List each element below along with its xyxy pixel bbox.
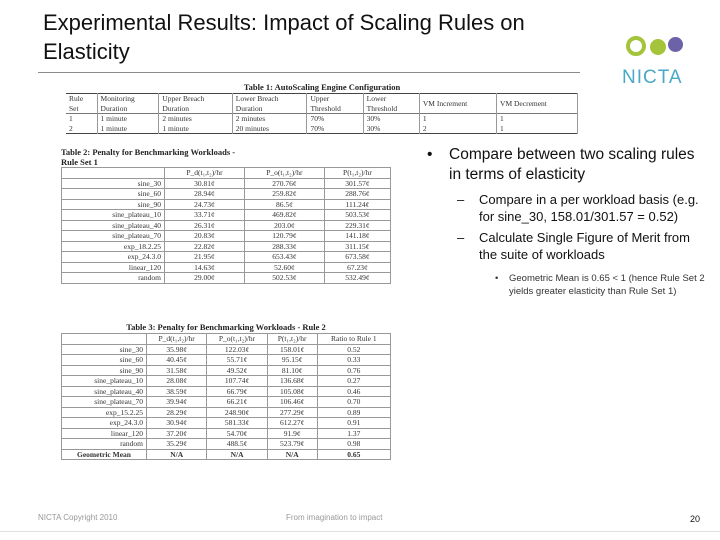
table3-cell: 0.91: [317, 418, 390, 429]
table2-cell: 311.15¢: [324, 241, 390, 252]
table1-header-cell: [97, 94, 159, 114]
table2-cell: 26.31¢: [164, 220, 244, 231]
table-row: [62, 241, 391, 252]
nicta-logo: [612, 22, 692, 97]
table2-cell: 33.71¢: [164, 210, 244, 221]
table1-header-row: [66, 94, 578, 114]
table-row: [66, 114, 578, 124]
table3-cell: 0.76: [317, 365, 390, 376]
table-row: [62, 210, 391, 221]
table2-cell: 21.95¢: [164, 252, 244, 263]
table1-cell: 1 minute: [97, 114, 159, 124]
table1-cell: 30%: [363, 114, 419, 124]
table2-block: [61, 147, 391, 284]
table-row: [62, 355, 391, 366]
page-number: 20: [690, 514, 701, 524]
table3-cell: 31.58¢: [146, 365, 206, 376]
table1-header-line: Rule: [69, 94, 84, 103]
bullet-list: [425, 145, 705, 298]
table2-header-cell: P_o(t₁,t₂)/hr: [244, 168, 324, 179]
table2-cell: 653.43¢: [244, 252, 324, 263]
logo-purple-dot-icon: [668, 37, 683, 52]
table1-header-line: Threshold: [366, 103, 398, 113]
table1-header-cell: [66, 94, 97, 114]
table2-cell: 30.81¢: [164, 178, 244, 189]
table3-cell: 277.29¢: [267, 407, 317, 418]
table1-cell: 2 minutes: [232, 114, 307, 124]
bullet-main-text: Compare between two scaling rules in terms of elasticity: [449, 146, 695, 183]
table3-cell: 488.5¢: [207, 439, 267, 450]
table3-cell: 39.94¢: [146, 397, 206, 408]
workload-name: sine_plateau_40: [62, 220, 165, 231]
table3-cell: 35.98¢: [146, 344, 206, 355]
bullet-sub-3-text: Geometric Mean is 0.65 < 1 (hence Rule Set 2 yields greater elasticity than Rule Set 1): [509, 273, 705, 297]
table1-header-cell: [363, 94, 419, 114]
table1-header-line: VM Decrement: [500, 98, 547, 108]
table3-cell: 0.33: [317, 355, 390, 366]
table-row: [62, 376, 391, 387]
table3-cell: 122.03¢: [207, 344, 267, 355]
table1-header-cell: [232, 94, 307, 114]
table2-header-cell: P_d(t₁,t₂)/hr: [164, 168, 244, 179]
logo-wordmark: NICTA: [622, 67, 683, 88]
workload-name: sine_30: [62, 344, 147, 355]
table3-header-cell: P(t₁,t₂)/hr: [267, 334, 317, 345]
bullet-sub-2: [425, 229, 705, 263]
bullet-main: [425, 145, 705, 185]
table-row: [62, 178, 391, 189]
table3-cell: 37.20¢: [146, 428, 206, 439]
workload-name: linear_120: [62, 262, 165, 273]
table-row: [62, 252, 391, 263]
table2-cell: 270.76¢: [244, 178, 324, 189]
table2-cell: 532.49¢: [324, 273, 390, 284]
table3-cell: 38.59¢: [146, 386, 206, 397]
workload-name: sine_60: [62, 355, 147, 366]
table3-cell: 107.74¢: [207, 376, 267, 387]
table3-cell: 81.10¢: [267, 365, 317, 376]
table1-header-cell: [419, 94, 496, 114]
table1-cell: 2: [419, 124, 496, 134]
table-row: [62, 386, 391, 397]
table-row: [62, 262, 391, 273]
table3-cell: 28.29¢: [146, 407, 206, 418]
table2-cell: 203.0¢: [244, 220, 324, 231]
table3-cell: 0.70: [317, 397, 390, 408]
slide-title: Experimental Results: Impact of Scaling Rules on Elasticity: [43, 10, 525, 64]
table1-cell: 1 minute: [159, 124, 232, 134]
table2-cell: 86.5¢: [244, 199, 324, 210]
workload-name: sine_30: [62, 178, 165, 189]
footer-tagline: From imagination to impact: [286, 513, 383, 522]
table3-cell: 581.33¢: [207, 418, 267, 429]
table2-cell: 67.23¢: [324, 262, 390, 273]
table2-cell: 469.82¢: [244, 210, 324, 221]
table3-cell: 66.21¢: [207, 397, 267, 408]
table-row: [62, 189, 391, 200]
table-row: [62, 199, 391, 210]
table1-header-line: Duration: [162, 103, 190, 113]
table-row: [62, 344, 391, 355]
workload-name: random: [62, 273, 165, 284]
table2-cell: 141.18¢: [324, 231, 390, 242]
table1-cell: 1 minute: [97, 124, 159, 134]
table2-cell: 29.00¢: [164, 273, 244, 284]
table1-cell: 2 minutes: [159, 114, 232, 124]
table1-cell: 70%: [307, 124, 363, 134]
table3-cell: 28.08¢: [146, 376, 206, 387]
footer-copyright: NICTA Copyright 2010: [38, 513, 118, 522]
table1-cell: 1: [497, 114, 578, 124]
bullet-sub-2-text: Calculate Single Figure of Merit from the suite of workloads: [479, 230, 690, 262]
table-row: [62, 418, 391, 429]
workload-name: sine_plateau_70: [62, 397, 147, 408]
table2-cell: 502.53¢: [244, 273, 324, 284]
workload-name: exp_24.3.0: [62, 418, 147, 429]
table2-cell: 22.82¢: [164, 241, 244, 252]
table2-caption-line2: Rule Set 1: [61, 157, 98, 167]
table1-header-line: Upper Breach: [162, 94, 205, 103]
table-row: [62, 220, 391, 231]
table3-cell: 136.68¢: [267, 376, 317, 387]
logo-ring-icon: [626, 36, 646, 56]
table3-cell: 158.01¢: [267, 344, 317, 355]
table-row: [62, 428, 391, 439]
table-row: [62, 439, 391, 450]
table1-header-line: Duration: [100, 103, 128, 113]
table3-cell: 0.89: [317, 407, 390, 418]
table1-cell: 1: [497, 124, 578, 134]
table3-cell: 49.52¢: [207, 365, 267, 376]
table3: [61, 333, 391, 460]
workload-name: exp_18.2.25: [62, 241, 165, 252]
workload-name: sine_plateau_10: [62, 376, 147, 387]
table3-cell: 612.27¢: [267, 418, 317, 429]
table1-block: [66, 82, 578, 134]
table3-cell: 0.98: [317, 439, 390, 450]
table2-cell: 14.63¢: [164, 262, 244, 273]
table1-cell: 2: [66, 124, 97, 134]
table1-header-line: Threshold: [310, 103, 341, 113]
workload-name: linear_120: [62, 428, 147, 439]
workload-name: sine_plateau_40: [62, 386, 147, 397]
title-divider: [38, 72, 580, 73]
geometric-mean-cell: N/A: [267, 449, 317, 460]
table2-cell: 111.24¢: [324, 199, 390, 210]
table-row: [62, 397, 391, 408]
table2-header-cell: P(t₁,t₂)/hr: [324, 168, 390, 179]
table2-caption: [61, 147, 391, 167]
table-row: [66, 124, 578, 134]
table3-cell: 248.90¢: [207, 407, 267, 418]
table1-header-line: Set: [69, 103, 79, 113]
table3-header-row: [62, 334, 391, 345]
table3-block: [61, 322, 391, 460]
geometric-mean-cell: 0.65: [317, 449, 390, 460]
workload-name: sine_plateau_70: [62, 231, 165, 242]
table2-cell: 52.60¢: [244, 262, 324, 273]
table2-cell: 20.83¢: [164, 231, 244, 242]
workload-name: sine_90: [62, 199, 165, 210]
table3-cell: 523.79¢: [267, 439, 317, 450]
table3-cell: 0.46: [317, 386, 390, 397]
table-row: [62, 231, 391, 242]
table1-cell: 1: [66, 114, 97, 124]
table1-header-line: VM Increment: [422, 98, 468, 108]
table3-cell: 0.27: [317, 376, 390, 387]
table3-header-cell: [62, 334, 147, 345]
table3-caption: Table 3: Penalty for Benchmarking Workloads - Rule 2: [126, 322, 326, 332]
geometric-mean-cell: N/A: [146, 449, 206, 460]
table1-header-line: Monitoring: [100, 94, 135, 103]
table3-cell: 0.52: [317, 344, 390, 355]
workload-name: sine_90: [62, 365, 147, 376]
table1-header-cell: [497, 94, 578, 114]
dash-marker: –: [457, 230, 465, 245]
table2-cell: 120.79¢: [244, 231, 324, 242]
table1-header-line: Lower Breach: [235, 94, 279, 103]
table1-caption: Table 1: AutoScaling Engine Configuration: [243, 82, 401, 92]
table1-header-cell: [307, 94, 363, 114]
table2-header-cell: [62, 168, 165, 179]
table3-cell: 91.9¢: [267, 428, 317, 439]
table2-cell: 288.33¢: [244, 241, 324, 252]
geometric-mean-row: [62, 449, 391, 460]
table2: [61, 167, 391, 284]
table3-cell: 66.79¢: [207, 386, 267, 397]
table2-cell: 28.94¢: [164, 189, 244, 200]
table1-header-line: Lower: [366, 94, 387, 103]
table1-cell: 1: [419, 114, 496, 124]
table3-cell: 35.29¢: [146, 439, 206, 450]
workload-name: sine_plateau_10: [62, 210, 165, 221]
bullet-sub-1: [425, 191, 705, 225]
table1-header-cell: [159, 94, 232, 114]
logo-green-dot-icon: [650, 39, 666, 55]
table3-header-cell: Ratio to Rule 1: [317, 334, 390, 345]
table3-cell: 30.94¢: [146, 418, 206, 429]
table-row: [62, 365, 391, 376]
table3-cell: 1.37: [317, 428, 390, 439]
table1-cell: 20 minutes: [232, 124, 307, 134]
table3-cell: 54.70¢: [207, 428, 267, 439]
geometric-mean-cell: N/A: [207, 449, 267, 460]
table2-cell: 301.57¢: [324, 178, 390, 189]
table3-cell: 40.45¢: [146, 355, 206, 366]
bullet-sub-1-text: Compare in a per workload basis (e.g. for sine_30, 158.01/301.57 = 0.52): [479, 192, 699, 224]
table1-cell: 70%: [307, 114, 363, 124]
footer-divider: [0, 531, 720, 532]
table1-cell: 30%: [363, 124, 419, 134]
table2-caption-line1: Table 2: Penalty for Benchmarking Workloads -: [61, 147, 236, 157]
workload-name: exp_15.2.25: [62, 407, 147, 418]
table-row: [62, 273, 391, 284]
table-row: [62, 407, 391, 418]
table3-cell: 95.15¢: [267, 355, 317, 366]
table2-cell: 503.53¢: [324, 210, 390, 221]
table2-header-row: [62, 168, 391, 179]
geometric-mean-cell: Geometric Mean: [62, 449, 147, 460]
workload-name: sine_60: [62, 189, 165, 200]
table2-cell: 259.82¢: [244, 189, 324, 200]
table1-header-line: Upper: [310, 94, 330, 103]
table2-cell: 229.31¢: [324, 220, 390, 231]
table1: [66, 93, 578, 134]
workload-name: exp_24.3.0: [62, 252, 165, 263]
small-bullet-marker: •: [495, 273, 499, 284]
table3-header-cell: P_d(t₁,t₂)/hr: [146, 334, 206, 345]
workload-name: random: [62, 439, 147, 450]
table3-cell: 105.08¢: [267, 386, 317, 397]
table3-cell: 106.46¢: [267, 397, 317, 408]
table3-cell: 55.71¢: [207, 355, 267, 366]
bullet-marker: •: [427, 146, 433, 163]
table2-cell: 24.73¢: [164, 199, 244, 210]
table2-cell: 673.58¢: [324, 252, 390, 263]
bullet-sub-3: [425, 273, 705, 298]
table1-header-line: Duration: [235, 103, 263, 113]
table2-cell: 288.76¢: [324, 189, 390, 200]
dash-marker: –: [457, 192, 465, 207]
table3-header-cell: P_o(t₁,t₂)/hr: [207, 334, 267, 345]
